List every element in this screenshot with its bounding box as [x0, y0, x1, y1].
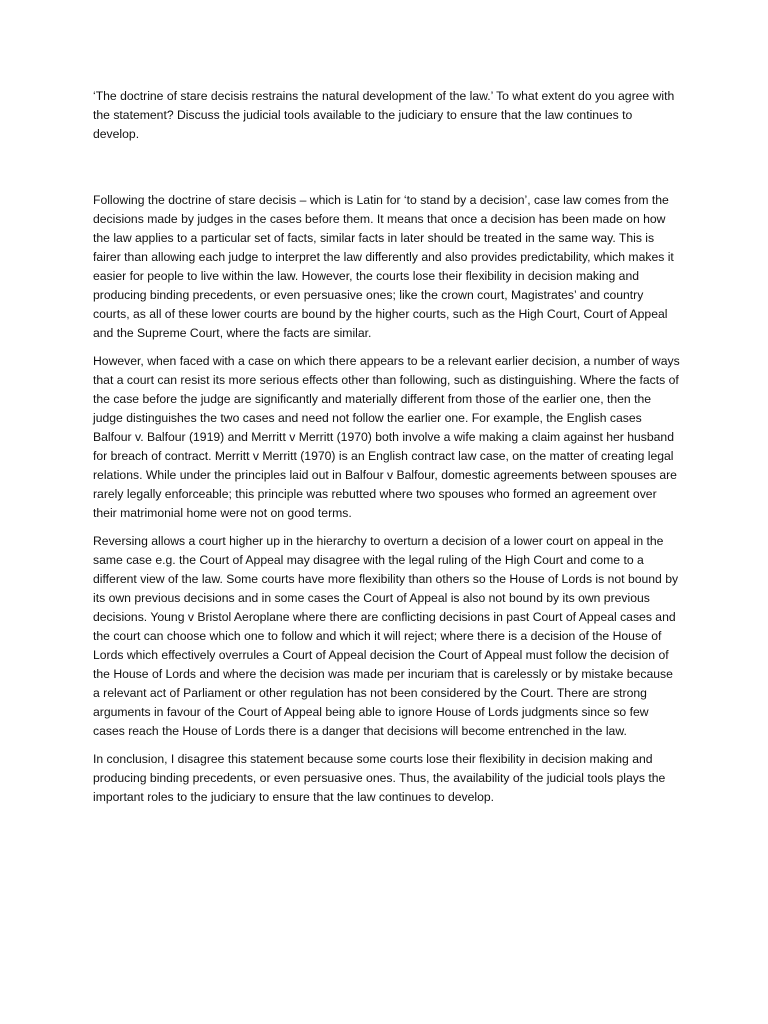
paragraph-distinguishing: However, when faced with a case on which there appears to be a relevant earlier decision, a number of ways that a court can resist its more serious effects other than following, such as distinguishing. Where the facts of the case before the judge are significantly and materially different from those of the earlier one, then the judge distinguishes the two cases and need not follow the earlier one. For example, the English cases Balfour v. Balfour (1919) and Merritt v Merritt (1970) both involve a wife making a claim against her husband for breach of contract. Merritt v Merritt (1970) is an English contract law case, on the matter of creating legal relations. While under the principles laid out in Balfour v Balfour, domestic agreements between spouses are rarely legally enforceable; this principle was rebutted where two spouses who formed an agreement over their matrimonial home were not on good terms.: [93, 354, 680, 520]
essay-question: ‘The doctrine of stare decisis restrains the natural development of the law.’ To what extent do you agree with the statement? Discuss the judicial tools available to the judiciary to ensure that the law continues to develop.: [93, 89, 675, 141]
paragraph-conclusion: In conclusion, I disagree this statement because some courts lose their flexibility in decision making and producing binding precedents, or even persuasive ones. Thus, the availability of the judicial tools plays the important roles to the judiciary to ensure that the law continues to develop.: [93, 752, 666, 804]
essay-body: [93, 191, 681, 807]
document-body: [93, 87, 681, 816]
paragraph-introduction: Following the doctrine of stare decisis – which is Latin for ‘to stand by a decision’, case law comes from the decisions made by judges in the cases before them. It means that once a decision has been made on how the law applies to a particular set of facts, similar facts in later should be treated in the same way. This is fairer than allowing each judge to interpret the law differently and also provides predictability, which makes it easier for people to live within the law. However, the courts lose their flexibility in decision making and producing binding precedents, or even persuasive ones; like the crown court, Magistrates’ and country courts, as all of these lower courts are bound by the higher courts, such as the High Court, Court of Appeal and the Supreme Court, where the facts are similar.: [93, 193, 674, 340]
paragraph-reversing: Reversing allows a court higher up in the hierarchy to overturn a decision of a lower court on appeal in the same case e.g. the Court of Appeal may disagree with the legal ruling of the High Court and come to a different view of the law. Some courts have more flexibility than others so the House of Lords is not bound by its own previous decisions and in some cases the Court of Appeal is also not bound by its own previous decisions. Young v Bristol Aeroplane where there are conflicting decisions in past Court of Appeal cases and the court can choose which one to follow and which it will reject; where there is a decision of the House of Lords which effectively overrules a Court of Appeal decision the Court of Appeal must follow the decision of the House of Lords and where the decision was made per incuriam that is carelessly or by mistake because a relevant act of Parliament or other regulation has not been considered by the Court. There are strong arguments in favour of the Court of Appeal being able to ignore House of Lords judgments since so few cases reach the House of Lords there is a danger that decisions will become entrenched in the law.: [93, 534, 679, 738]
